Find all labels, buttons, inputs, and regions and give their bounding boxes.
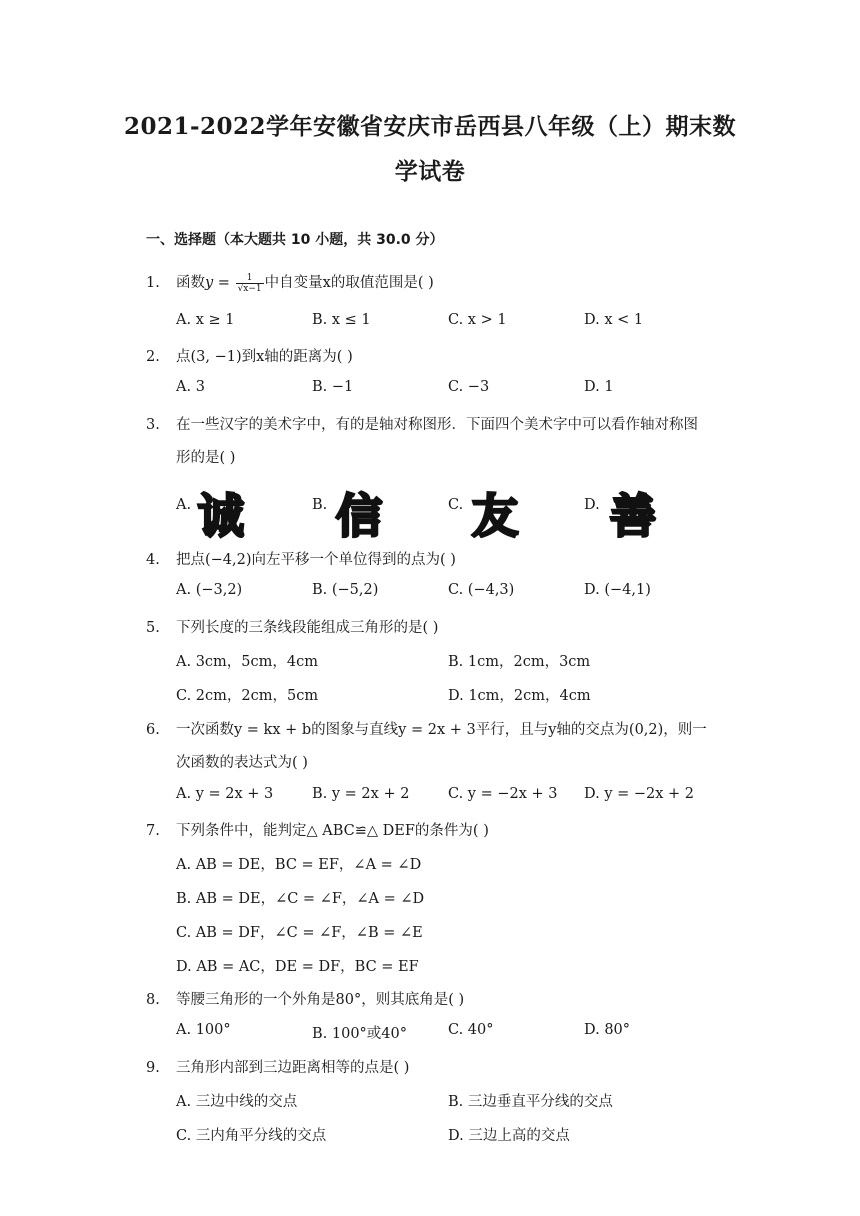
question-7 bbox=[146, 819, 489, 840]
option-6a: A. y = 2x + 3 bbox=[176, 786, 274, 802]
option-4d: D. (−4,1) bbox=[584, 582, 651, 598]
option-8a: A. 100° bbox=[176, 1022, 231, 1038]
question-1 bbox=[146, 271, 434, 294]
question-8 bbox=[146, 988, 464, 1009]
option-2d: D. 1 bbox=[584, 379, 614, 395]
option-5d: D. 1cm，2cm，4cm bbox=[448, 688, 591, 704]
glyph-shan: 善 bbox=[610, 489, 656, 543]
option-8b: B. 100°或40° bbox=[312, 1026, 408, 1042]
option-3a: A. bbox=[176, 497, 192, 513]
option-6b: B. y = 2x + 2 bbox=[312, 786, 410, 802]
question-text: 函数 bbox=[176, 275, 205, 291]
option-9c: C. 三内角平分线的交点 bbox=[176, 1128, 327, 1144]
option-4c: C. (−4,3) bbox=[448, 582, 515, 598]
option-1b: B. x ≤ 1 bbox=[312, 312, 371, 328]
option-9a: A. 三边中线的交点 bbox=[176, 1094, 298, 1110]
question-4 bbox=[146, 548, 456, 569]
fraction-denominator: √x−1 bbox=[237, 283, 262, 294]
question-text: 等腰三角形的一个外角是80°，则其底角是( ) bbox=[176, 992, 465, 1008]
option-3c: C. bbox=[448, 497, 464, 513]
question-number: 7. bbox=[146, 823, 160, 839]
question-text: 一次函数y = kx + b的图象与直线y = 2x + 3平行，且与y轴的交点为(0,2)，则一 bbox=[176, 722, 707, 738]
option-3d: D. bbox=[584, 497, 600, 513]
section-heading: 一、选择题（本大题共 10 小题，共 30.0 分） bbox=[146, 232, 444, 248]
question-number: 3. bbox=[146, 417, 160, 433]
question-number: 2. bbox=[146, 349, 160, 365]
option-6d: D. y = −2x + 2 bbox=[584, 786, 695, 802]
option-1c: C. x > 1 bbox=[448, 312, 507, 328]
question-number: 4. bbox=[146, 552, 160, 568]
option-7d: D. AB = AC，DE = DF，BC = EF bbox=[176, 959, 419, 975]
option-7b: B. AB = DE，∠C = ∠F，∠A = ∠D bbox=[176, 891, 425, 907]
question-3 bbox=[146, 413, 698, 434]
fraction bbox=[236, 273, 264, 294]
question-text: 点(3, −1)到x轴的距离为( ) bbox=[176, 349, 353, 365]
question-text: 下列条件中，能判定△ ABC≌△ DEF的条件为( ) bbox=[176, 823, 489, 839]
option-9d: D. 三边上高的交点 bbox=[448, 1128, 570, 1144]
fraction-lhs: y = bbox=[205, 275, 235, 291]
option-5b: B. 1cm，2cm，3cm bbox=[448, 654, 591, 670]
option-1a: A. x ≥ 1 bbox=[176, 312, 235, 328]
option-5a: A. 3cm，5cm，4cm bbox=[176, 654, 318, 670]
question-text: 在一些汉字的美术字中，有的是轴对称图形．下面四个美术字中可以看作轴对称图 bbox=[176, 417, 698, 433]
question-9 bbox=[146, 1056, 409, 1077]
question-6 bbox=[146, 718, 707, 739]
option-2a: A. 3 bbox=[176, 379, 205, 395]
option-9b: B. 三边垂直平分线的交点 bbox=[448, 1094, 613, 1110]
question-6-continued: 次函数的表达式为( ) bbox=[176, 755, 308, 771]
question-text: 三角形内部到三边距离相等的点是( ) bbox=[176, 1060, 410, 1076]
glyph-cheng: 诚 bbox=[198, 489, 244, 543]
exam-title-line-1: 2021-2022学年安徽省安庆市岳西县八年级（上）期末数 bbox=[123, 113, 737, 140]
fraction-numerator: 1 bbox=[236, 273, 264, 284]
glyph-you: 友 bbox=[472, 489, 518, 543]
option-3b: B. bbox=[312, 497, 328, 513]
question-2 bbox=[146, 345, 353, 366]
question-5 bbox=[146, 616, 438, 637]
option-2c: C. −3 bbox=[448, 379, 490, 395]
exam-title-line-2: 学试卷 bbox=[394, 158, 466, 185]
question-text: 把点(−4,2)向左平移一个单位得到的点为( ) bbox=[176, 552, 456, 568]
question-number: 8. bbox=[146, 992, 160, 1008]
option-1d: D. x < 1 bbox=[584, 312, 644, 328]
option-4a: A. (−3,2) bbox=[176, 582, 243, 598]
option-8d: D. 80° bbox=[584, 1022, 631, 1038]
question-number: 9. bbox=[146, 1060, 160, 1076]
option-7c: C. AB = DF，∠C = ∠F，∠B = ∠E bbox=[176, 925, 423, 941]
question-3-continued: 形的是( ) bbox=[176, 450, 236, 466]
option-2b: B. −1 bbox=[312, 379, 354, 395]
glyph-xin: 信 bbox=[336, 489, 382, 543]
question-number: 5. bbox=[146, 620, 160, 636]
option-4b: B. (−5,2) bbox=[312, 582, 379, 598]
question-text-tail: 中自变量x的取值范围是( ) bbox=[264, 275, 434, 291]
question-number: 1. bbox=[146, 275, 160, 291]
option-8c: C. 40° bbox=[448, 1022, 494, 1038]
option-5c: C. 2cm，2cm，5cm bbox=[176, 688, 319, 704]
option-6c: C. y = −2x + 3 bbox=[448, 786, 558, 802]
question-number: 6. bbox=[146, 722, 160, 738]
question-text: 下列长度的三条线段能组成三角形的是( ) bbox=[176, 620, 439, 636]
option-7a: A. AB = DE，BC = EF，∠A = ∠D bbox=[176, 857, 422, 873]
